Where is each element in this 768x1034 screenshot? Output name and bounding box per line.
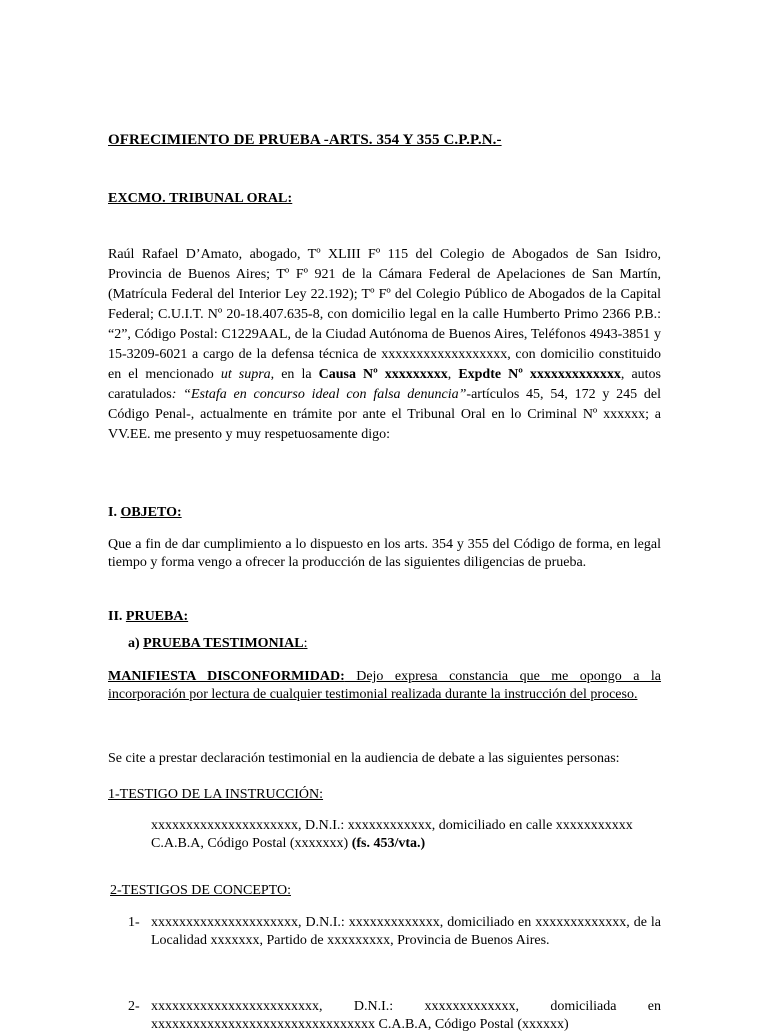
ut-supra: ut supra [220, 367, 271, 382]
section-number: II. [108, 609, 126, 624]
intro-text: , autos caratulados [108, 367, 661, 402]
witness-text: xxxxxxxxxxxxxxxxxxxxx, D.N.I.: xxxxxxxxxxxxx, domiciliado en xxxxxxxxxxxxx, de la Localidad xxxxxxx, Partido de xxxxxxxxx, Provincia de Buenos Aires. [151, 915, 661, 948]
intro-text: Raúl Rafael D’Amato, abogado, Tº XLIII Fº 115 del Colegio de Abogados de San Isidro, Provincia de Buenos Aires; Tº Fº 921 de la Cámara Federal de Apelaciones de San Martín, (Matrícula Federal del Interior Ley 22.192); Tº Fº del Colegio Público de Abogados de la Capital Federal; C.U.I.T. Nº 20-18.407.635-8, con domicilio legal en la calle Humberto Primo 2366 P.B.: “2”, Código Postal: C1229AAL, de la Ciudad Autónoma de Buenos Aires, Teléfonos 4943-3851 y 15-3209-6021 a cargo de la defensa técnica de xxxxxxxxxxxxxxxxxx, con domicilio constituido en el mencionado [108, 247, 661, 382]
intro-text: , [447, 367, 459, 382]
subsection-colon: : [303, 636, 308, 651]
intro-text: , en la [270, 367, 319, 382]
disconformity-text: Dejo expresa constancia que me opongo a la incorporación por lectura de cualquier testimonial realizada durante la instrucción del proceso. [108, 669, 662, 702]
document-heading: OFRECIMIENTO DE PRUEBA -ARTS. 354 Y 355 C.P.P.N.- [108, 132, 502, 148]
subsection-testimonial [128, 636, 661, 652]
case-caption: : “Estafa en concurso ideal con falsa denuncia” [171, 387, 467, 402]
list-item [128, 998, 661, 1034]
intro-text: -artículos 45, 54, 172 y 245 del Código Penal-, actualmente en trámite por ante el Tribunal Oral en lo Criminal Nº xxxxxx; a VV.EE. me presento y muy respetuosamente digo: [108, 387, 661, 442]
list-number: 1- [128, 915, 140, 930]
section-title: OBJETO: [120, 505, 182, 520]
causa-number: Causa Nº xxxxxxxxx [318, 367, 448, 382]
disconformity-paragraph [108, 668, 661, 704]
folio-reference: (fs. 453/vta.) [351, 836, 426, 851]
objeto-body: Que a fin de dar cumplimiento a lo dispuesto en los arts. 354 y 355 del Código de forma, en legal tiempo y forma vengo a ofrecer la producción de las siguientes diligencias de prueba. [108, 537, 661, 570]
addressee: EXCMO. TRIBUNAL ORAL: [108, 191, 293, 206]
cite-sentence: Se cite a prestar declaración testimonial en la audiencia de debate a las siguientes personas: [108, 751, 620, 766]
witness-text: xxxxxxxxxxxxxxxxxxxxxxxx, D.N.I.: xxxxxxxxxxxxx, domiciliada en xxxxxxxxxxxxxxxxxxxxxxxxxxxxxxxx C.A.B.A, Código Postal (xxxxxx) [151, 999, 661, 1032]
list-item [128, 914, 661, 950]
witness-instruccion [151, 817, 661, 853]
intro-paragraph [108, 245, 661, 445]
witness-text: xxxxxxxxxxxxxxxxxxxxx, D.N.I.: xxxxxxxxxxxx, domiciliado en calle xxxxxxxxxxx C.A.B.A, Código Postal (xxxxxxx) [151, 818, 633, 851]
section-title: PRUEBA: [125, 609, 189, 624]
section-prueba-heading [108, 609, 661, 625]
subsection-marker: a) [128, 636, 144, 651]
subsection-title: PRUEBA TESTIMONIAL [143, 636, 304, 651]
group-concepto-title: 2-TESTIGOS DE CONCEPTO: [110, 883, 291, 898]
group-instruccion-title: 1-TESTIGO DE LA INSTRUCCIÓN: [108, 787, 324, 802]
section-objeto-heading [108, 505, 661, 521]
list-number: 2- [128, 999, 140, 1014]
expdte-number: Expdte Nº xxxxxxxxxxxxx [458, 367, 621, 382]
disconformity-label: MANIFIESTA DISCONFORMIDAD: [108, 669, 345, 684]
section-number: I. [108, 505, 121, 520]
